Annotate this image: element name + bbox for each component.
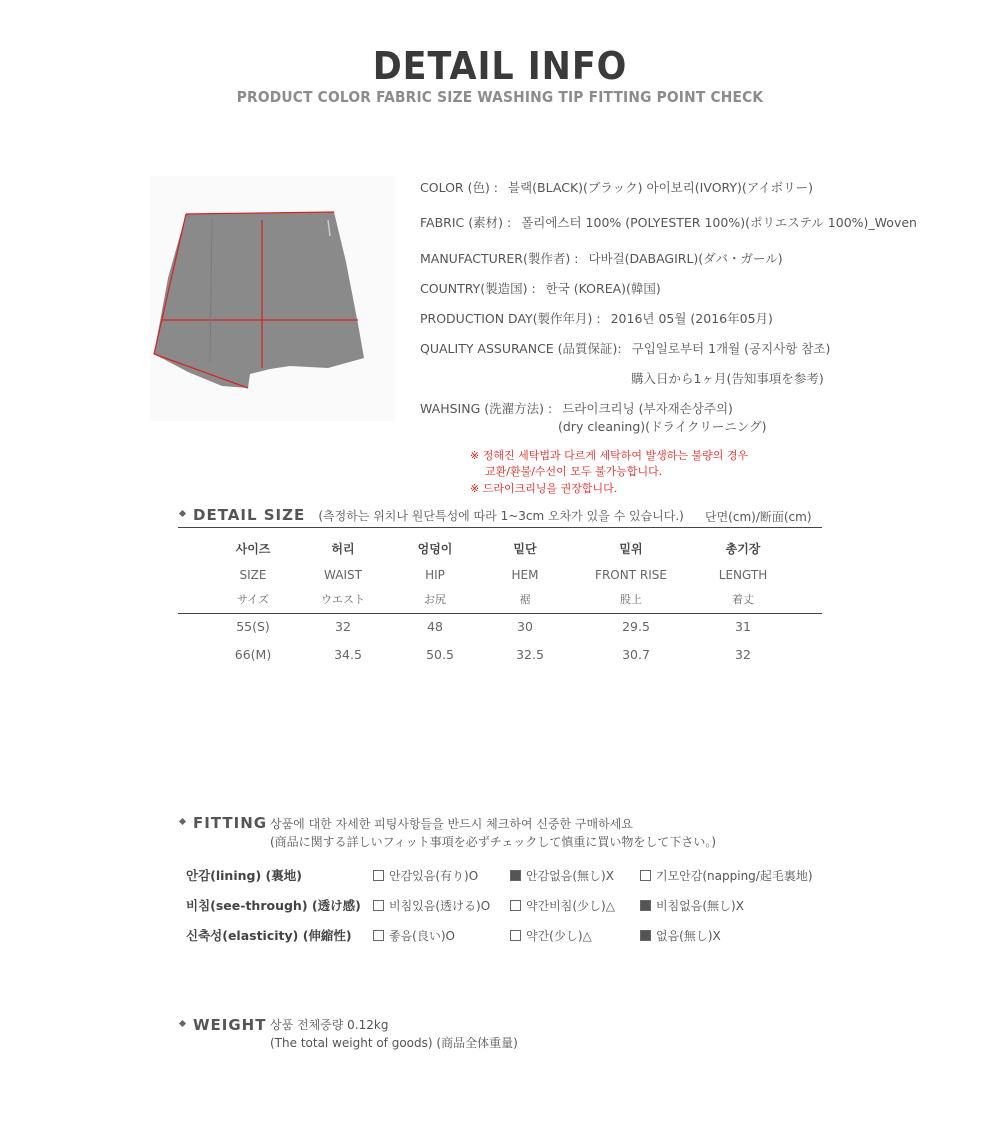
spec-value: 한국 (KOREA)(韓国) [545, 281, 661, 296]
spec-key: COUNTRY(製造国) : [420, 281, 536, 296]
spec-production-day [420, 309, 773, 327]
column-label-en: FRONT RISE [595, 568, 667, 582]
checkbox-icon [510, 870, 521, 881]
spec-key: WAHSING (洗濯方法) : [420, 401, 553, 416]
spec-value: 2016년 05월 (2016年05月) [610, 311, 773, 326]
column-label-jp: 裾 [519, 593, 531, 606]
table-cell: 32.5 [516, 647, 544, 662]
column-label-jp: 股上 [620, 593, 642, 606]
weight-caption: (The total weight of goods) (商品全体重量) [270, 1036, 518, 1050]
spec-value: 폴리에스터 100% (POLYESTER 100%)(ポリエステル 100%)_Woven [521, 215, 917, 230]
spec-washing-en: (dry cleaning)(ドライクリーニング) [558, 419, 767, 434]
option-label: 없음(無し)X [656, 929, 721, 943]
checkbox-icon [373, 870, 384, 881]
table-header-rule [178, 613, 822, 614]
column-label-en: SIZE [239, 568, 267, 582]
spec-quality-assurance [420, 339, 830, 357]
page-title: DETAIL INFO [372, 44, 628, 88]
column-hem [465, 540, 585, 607]
notice-line-3: ※ 드라이크리닝을 권장합니다. [470, 482, 618, 495]
shorts-illustration [150, 176, 395, 421]
shorts-shape [154, 212, 364, 388]
fitting-option[interactable] [373, 897, 490, 914]
checkbox-icon [640, 870, 651, 881]
page-subtitle: PRODUCT COLOR FABRIC SIZE WASHING TIP FITTING POINT CHECK [236, 88, 764, 106]
column-label-ko: 밑위 [619, 542, 643, 556]
column-label-jp: 着丈 [732, 593, 754, 606]
checkbox-icon [640, 900, 651, 911]
checkbox-icon [373, 900, 384, 911]
column-front-rise [571, 540, 691, 607]
spec-value: 드라이크리닝 (부자재손상주의) [562, 401, 733, 416]
fitting-option[interactable] [373, 867, 478, 884]
diamond-bullet-icon [179, 818, 186, 825]
fitting-label-see-through: 비침(see-through) (透け感) [186, 898, 361, 913]
column-length [683, 540, 803, 607]
spec-value: 다바걸(DABAGIRL)(ダバ・ガール) [588, 251, 783, 266]
weight-value: 상품 전체중량 0.12kg [270, 1018, 389, 1032]
fitting-note-ko: 상품에 대한 자세한 피팅사항들을 반드시 체크하여 신중한 구매하세요 [270, 817, 633, 831]
spec-color [420, 178, 813, 196]
table-row [0, 619, 1000, 639]
fitting-option[interactable] [640, 927, 721, 944]
checkbox-icon [640, 930, 651, 941]
column-label-en: HIP [425, 568, 445, 582]
weight-heading: WEIGHT [193, 1016, 267, 1034]
option-label: 안감있음(有り)O [389, 869, 479, 883]
column-label-jp: サイズ [236, 593, 270, 606]
spec-key: FABRIC (素材) : [420, 215, 512, 230]
detail-size-unit: 단면(cm)/断面(cm) [705, 510, 812, 524]
table-cell: 29.5 [622, 619, 650, 634]
column-label-ko: 허리 [331, 542, 355, 556]
spec-quality-assurance-jp: 購入日から1ヶ月(告知事項を参考) [631, 371, 824, 386]
diamond-bullet-icon [179, 510, 186, 517]
fitting-option[interactable] [640, 867, 813, 884]
spec-key: COLOR (色) : [420, 180, 499, 195]
spec-country [420, 279, 661, 297]
fitting-option[interactable] [510, 897, 615, 914]
table-row [0, 647, 1000, 667]
spec-washing [420, 399, 733, 417]
column-label-en: WAIST [324, 568, 362, 582]
fitting-label-lining: 안감(lining) (裏地) [186, 868, 302, 883]
table-top-rule [178, 527, 822, 528]
spec-value: 블랙(BLACK)(ブラック) 아이보리(IVORY)(アイボリー) [508, 180, 814, 195]
table-cell: 55(S) [236, 619, 270, 634]
option-label: 비침없음(無し)X [656, 899, 744, 913]
column-label-ko: 엉덩이 [417, 542, 453, 556]
spec-key: PRODUCTION DAY(製作年月) : [420, 311, 601, 326]
column-label-ko: 사이즈 [235, 542, 271, 556]
table-cell: 32 [335, 619, 351, 634]
checkbox-icon [510, 930, 521, 941]
fitting-heading: FITTING [193, 814, 268, 832]
diamond-bullet-icon [179, 1020, 186, 1027]
column-label-en: HEM [511, 568, 539, 582]
detail-size-heading: DETAIL SIZE [193, 506, 306, 524]
table-cell: 50.5 [426, 647, 454, 662]
notice-line-1: ※ 정해진 세탁법과 다르게 세탁하여 발생하는 불량의 경우 [470, 449, 749, 462]
column-label-jp: ウエスト [321, 593, 365, 606]
fitting-option[interactable] [510, 927, 592, 944]
table-cell: 30 [517, 619, 533, 634]
checkbox-icon [373, 930, 384, 941]
detail-size-header [180, 505, 684, 524]
fitting-label-elasticity: 신축성(elasticity) (伸縮性) [186, 928, 352, 943]
column-label-ko: 밑단 [513, 542, 537, 556]
table-cell: 66(M) [234, 647, 272, 662]
fitting-option[interactable] [373, 927, 455, 944]
spec-fabric [420, 213, 917, 231]
table-cell: 32 [735, 647, 751, 662]
detail-size-note: (측정하는 위치나 원단특성에 따라 1~3cm 오차가 있을 수 있습니다.) [318, 509, 684, 523]
fitting-option[interactable] [510, 867, 614, 884]
option-label: 좋음(良い)O [389, 929, 455, 943]
spec-manufacturer [420, 249, 783, 267]
spec-key: MANUFACTURER(製作者) : [420, 251, 579, 266]
column-label-ko: 총기장 [725, 542, 761, 556]
notice-line-2: 교환/환불/수선이 모두 불가능합니다. [485, 465, 663, 478]
table-cell: 34.5 [334, 647, 362, 662]
option-label: 안감없음(無し)X [526, 869, 614, 883]
fitting-header [180, 813, 267, 832]
column-label-jp: お尻 [424, 593, 446, 606]
table-cell: 48 [427, 619, 443, 634]
product-image [150, 176, 395, 421]
fitting-option[interactable] [640, 897, 744, 914]
table-cell: 31 [735, 619, 751, 634]
column-label-en: LENGTH [718, 568, 768, 582]
weight-header [180, 1015, 266, 1034]
size-table-header [0, 540, 1000, 630]
fitting-note-jp: (商品に関する詳しいフィット事項を必ずチェックして慎重に買い物をして下さい。) [270, 835, 717, 849]
checkbox-icon [510, 900, 521, 911]
spec-key: QUALITY ASSURANCE (品質保証): [420, 341, 622, 356]
option-label: 기모안감(napping/起毛裏地) [656, 869, 813, 883]
table-cell: 30.7 [622, 647, 650, 662]
option-label: 약간비침(少し)△ [526, 899, 615, 913]
option-label: 약간(少し)△ [526, 929, 592, 943]
option-label: 비침있음(透ける)O [389, 899, 491, 913]
spec-value: 구입일로부터 1개월 (공지사항 참조) [631, 341, 831, 356]
